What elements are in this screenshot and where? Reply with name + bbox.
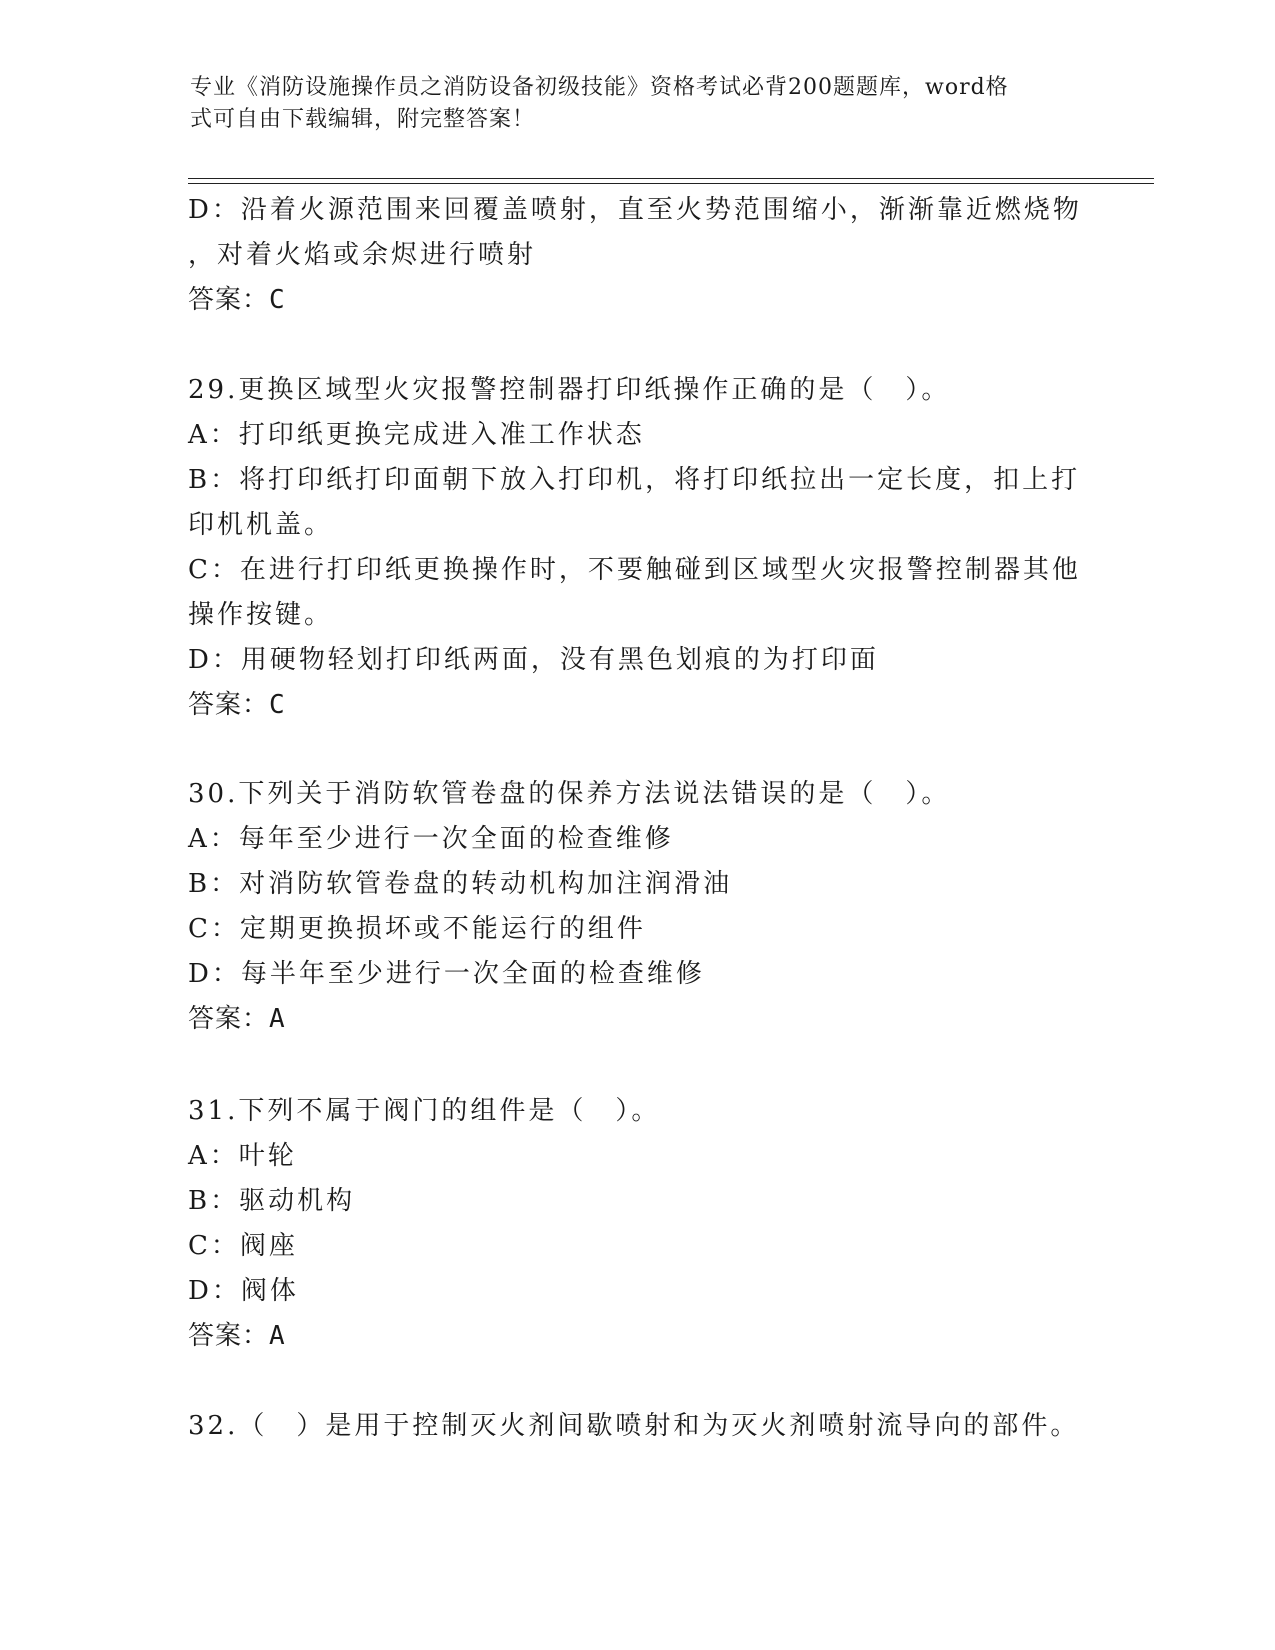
header-title-line2: 式可自由下载编辑，附完整答案！ xyxy=(190,107,536,132)
answer-label: 答案： xyxy=(188,690,270,720)
answer-value: A xyxy=(269,1004,286,1034)
answer-label: 答案： xyxy=(188,285,270,315)
option-c: C：定期更换损坏或不能运行的组件 xyxy=(188,914,646,944)
option-a: A：叶轮 xyxy=(188,1141,297,1171)
question-32-text: 32.（ ）是用于控制灭火剂间歇喷射和为灭火剂喷射流导向的部件。 xyxy=(188,1411,1080,1441)
answer-29 xyxy=(188,687,286,723)
option-c: C：阀座 xyxy=(188,1231,298,1261)
option-a: A：打印纸更换完成进入准工作状态 xyxy=(188,420,645,450)
answer-label: 答案： xyxy=(188,1004,270,1034)
option-c-line1: C：在进行打印纸更换操作时，不要触碰到区域型火灾报警控制器其他 xyxy=(188,555,1081,585)
answer-30 xyxy=(188,1001,286,1037)
answer-28 xyxy=(188,282,286,318)
answer-label: 答案： xyxy=(188,1321,270,1351)
header-rule-bottom xyxy=(188,183,1154,184)
option-a: A：每年至少进行一次全面的检查维修 xyxy=(188,824,674,854)
option-d-line2: ，对着火焰或余烬进行喷射 xyxy=(188,240,537,270)
option-b-line1: B：将打印纸打印面朝下放入打印机，将打印纸拉出一定长度，扣上打 xyxy=(188,465,1081,495)
question-31-text: 31.下列不属于阀门的组件是（ ）。 xyxy=(188,1096,661,1126)
option-d-line1: D：沿着火源范围来回覆盖喷射，直至火势范围缩小，渐渐靠近燃烧物 xyxy=(188,195,1082,225)
header-rule-top xyxy=(188,178,1154,179)
option-d: D：阀体 xyxy=(188,1276,299,1306)
answer-31 xyxy=(188,1318,286,1354)
question-29-text: 29.更换区域型火灾报警控制器打印纸操作正确的是（ ）。 xyxy=(188,375,951,405)
header-title-line1: 专业《消防设施操作员之消防设备初级技能》资格考试必背200题题库，word格 xyxy=(190,75,1009,100)
answer-value: C xyxy=(269,690,286,720)
option-c-line2: 操作按键。 xyxy=(188,600,334,630)
option-b: B：驱动机构 xyxy=(188,1186,356,1216)
answer-value: C xyxy=(269,285,286,315)
option-b: B：对消防软管卷盘的转动机构加注润滑油 xyxy=(188,869,733,899)
option-b-line2: 印机机盖。 xyxy=(188,510,334,540)
option-d: D：每半年至少进行一次全面的检查维修 xyxy=(188,959,705,989)
question-30-text: 30.下列关于消防软管卷盘的保养方法说法错误的是（ ）。 xyxy=(188,779,951,809)
option-d: D：用硬物轻划打印纸两面，没有黑色划痕的为打印面 xyxy=(188,645,879,675)
answer-value: A xyxy=(269,1321,286,1351)
